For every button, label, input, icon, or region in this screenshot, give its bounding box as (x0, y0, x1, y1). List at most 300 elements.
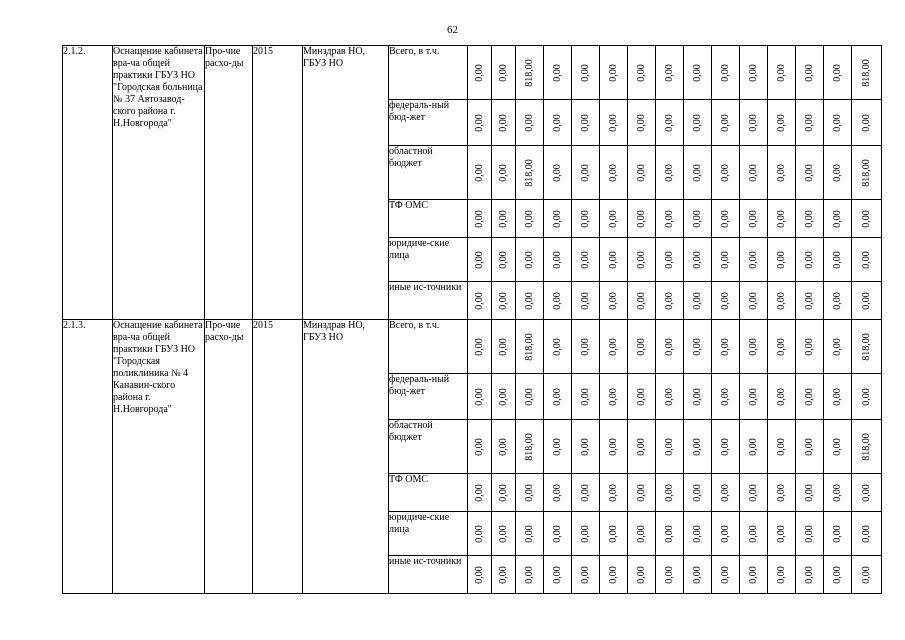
amount-value: 0,00 (803, 63, 815, 82)
amount-cell (824, 146, 852, 200)
funding-source-label: иные ис-точники (389, 282, 468, 320)
amount-value: 0,00 (523, 209, 535, 228)
amount-value: 0,00 (691, 483, 703, 502)
amount-cell (492, 238, 516, 282)
amount-value: 0,00 (635, 524, 647, 543)
amount-cell (544, 556, 572, 594)
amount-cell (572, 238, 600, 282)
amount-cell (656, 512, 684, 556)
amount-value: 0,00 (719, 483, 731, 502)
amount-cell (656, 420, 684, 474)
funding-source-label: федераль-ный бюд-жет (389, 100, 468, 146)
amount-value: 0,00 (607, 63, 619, 82)
amount-value: 0,00 (831, 113, 843, 132)
amount-value: 0,00 (551, 113, 563, 132)
amount-cell (656, 282, 684, 320)
amount-cell (740, 46, 768, 100)
amount-value: 0,00 (579, 565, 591, 584)
amount-cell (600, 474, 628, 512)
amount-cell (628, 474, 656, 512)
amount-cell (768, 474, 796, 512)
amount-cell (516, 200, 544, 238)
amount-value: 0,00 (579, 483, 591, 502)
amount-cell (468, 474, 492, 512)
amount-cell (492, 46, 516, 100)
amount-cell (852, 512, 882, 556)
amount-value: 0,00 (473, 250, 485, 269)
amount-value: 0,00 (831, 483, 843, 502)
amount-cell (656, 200, 684, 238)
amount-cell (544, 474, 572, 512)
amount-value: 0,00 (551, 209, 563, 228)
amount-value: 0,00 (551, 63, 563, 82)
amount-value: 0,00 (775, 113, 787, 132)
amount-cell (492, 374, 516, 420)
amount-cell (516, 146, 544, 200)
amount-cell (544, 238, 572, 282)
amount-cell (600, 100, 628, 146)
amount-cell (796, 420, 824, 474)
amount-cell (740, 320, 768, 374)
amount-cell (768, 100, 796, 146)
amount-cell (852, 374, 882, 420)
amount-value: 0,00 (719, 63, 731, 82)
funding-source-label: юридиче-ские лица (389, 512, 468, 556)
amount-value: 0,00 (497, 209, 509, 228)
amount-cell (768, 512, 796, 556)
item-name: Оснащение кабинета вра-ча общей практики ГБУЗ НО "Городская больница № 37 Автозавод-ского района г. Н.Новгорода" (113, 46, 205, 320)
amount-value: 0,00 (551, 337, 563, 356)
amount-cell (824, 46, 852, 100)
item-code: 2.1.2. (63, 46, 113, 320)
amount-cell (740, 238, 768, 282)
amount-cell (628, 100, 656, 146)
amount-value: 0,00 (635, 387, 647, 406)
amount-cell (656, 320, 684, 374)
amount-value: 818,00 (860, 58, 872, 87)
amount-cell (768, 238, 796, 282)
amount-cell (740, 200, 768, 238)
amount-cell (468, 100, 492, 146)
amount-value: 0,00 (579, 387, 591, 406)
amount-value: 0,00 (607, 209, 619, 228)
amount-cell (628, 282, 656, 320)
amount-value: 0,00 (775, 337, 787, 356)
amount-cell (796, 282, 824, 320)
amount-value: 0,00 (579, 113, 591, 132)
amount-value: 0,00 (803, 337, 815, 356)
amount-cell (544, 420, 572, 474)
amount-cell (684, 420, 712, 474)
amount-cell (684, 374, 712, 420)
amount-cell (544, 46, 572, 100)
amount-cell (684, 512, 712, 556)
amount-cell (600, 46, 628, 100)
amount-value: 0,00 (635, 483, 647, 502)
amount-cell (740, 100, 768, 146)
amount-value: 0,00 (803, 291, 815, 310)
amount-cell (544, 100, 572, 146)
amount-cell (544, 374, 572, 420)
amount-cell (740, 556, 768, 594)
amount-value: 0,00 (719, 209, 731, 228)
amount-value: 0,00 (473, 483, 485, 502)
amount-cell (852, 556, 882, 594)
amount-value: 0,00 (803, 250, 815, 269)
amount-cell (628, 146, 656, 200)
amount-value: 0,00 (831, 291, 843, 310)
amount-value: 0,00 (860, 387, 872, 406)
amount-value: 0,00 (497, 565, 509, 584)
item-code: 2.1.3. (63, 320, 113, 594)
amount-value: 0,00 (719, 250, 731, 269)
amount-value: 0,00 (719, 524, 731, 543)
amount-cell (740, 512, 768, 556)
amount-value: 0,00 (523, 113, 535, 132)
amount-value: 0,00 (663, 113, 675, 132)
amount-value: 0,00 (775, 250, 787, 269)
amount-cell (468, 46, 492, 100)
amount-cell (572, 374, 600, 420)
amount-cell (796, 200, 824, 238)
amount-value: 0,00 (860, 250, 872, 269)
amount-value: 0,00 (497, 337, 509, 356)
amount-value: 0,00 (523, 565, 535, 584)
amount-cell (492, 282, 516, 320)
amount-value: 0,00 (635, 437, 647, 456)
amount-value: 0,00 (775, 524, 787, 543)
amount-cell (852, 420, 882, 474)
amount-value: 0,00 (607, 483, 619, 502)
amount-value: 0,00 (473, 291, 485, 310)
amount-cell (824, 238, 852, 282)
amount-value: 0,00 (691, 565, 703, 584)
amount-value: 0,00 (803, 387, 815, 406)
amount-cell (628, 200, 656, 238)
amount-cell (492, 474, 516, 512)
amount-value: 0,00 (497, 437, 509, 456)
amount-cell (796, 374, 824, 420)
amount-value: 818,00 (523, 432, 535, 461)
amount-value: 0,00 (635, 565, 647, 584)
amount-cell (852, 282, 882, 320)
amount-value: 0,00 (607, 524, 619, 543)
amount-value: 0,00 (473, 337, 485, 356)
amount-value: 0,00 (831, 387, 843, 406)
amount-value: 0,00 (607, 437, 619, 456)
budget-table (62, 45, 882, 594)
amount-value: 0,00 (775, 387, 787, 406)
amount-cell (628, 420, 656, 474)
amount-value: 0,00 (663, 524, 675, 543)
amount-cell (468, 320, 492, 374)
amount-cell (628, 512, 656, 556)
amount-value: 0,00 (635, 250, 647, 269)
amount-cell (740, 474, 768, 512)
amount-cell (740, 420, 768, 474)
amount-value: 0,00 (497, 483, 509, 502)
amount-value: 0,00 (719, 163, 731, 182)
amount-value: 0,00 (747, 437, 759, 456)
amount-cell (600, 420, 628, 474)
amount-value: 0,00 (663, 437, 675, 456)
amount-cell (768, 320, 796, 374)
amount-cell (852, 238, 882, 282)
amount-cell (516, 282, 544, 320)
executor: Минздрав НО, ГБУЗ НО (303, 320, 389, 594)
amount-cell (656, 46, 684, 100)
table-row (63, 320, 882, 374)
funding-source-label: областной бюджет (389, 146, 468, 200)
amount-value: 0,00 (551, 437, 563, 456)
amount-value: 0,00 (663, 483, 675, 502)
amount-value: 0,00 (607, 565, 619, 584)
amount-cell (796, 512, 824, 556)
amount-cell (852, 320, 882, 374)
amount-cell (516, 238, 544, 282)
amount-value: 0,00 (747, 337, 759, 356)
amount-value: 0,00 (607, 163, 619, 182)
amount-cell (712, 200, 740, 238)
amount-cell (768, 146, 796, 200)
amount-cell (492, 320, 516, 374)
amount-cell (468, 512, 492, 556)
amount-cell (572, 100, 600, 146)
amount-cell (656, 374, 684, 420)
amount-cell (824, 374, 852, 420)
amount-cell (628, 374, 656, 420)
amount-value: 0,00 (523, 291, 535, 310)
amount-value: 0,00 (803, 113, 815, 132)
amount-value: 0,00 (551, 524, 563, 543)
amount-cell (492, 146, 516, 200)
amount-cell (516, 320, 544, 374)
amount-cell (572, 200, 600, 238)
amount-value: 0,00 (747, 524, 759, 543)
amount-cell (684, 46, 712, 100)
amount-value: 0,00 (747, 483, 759, 502)
table-row (63, 46, 882, 100)
amount-value: 0,00 (831, 209, 843, 228)
amount-value: 0,00 (831, 524, 843, 543)
amount-cell (712, 146, 740, 200)
amount-cell (572, 46, 600, 100)
amount-cell (516, 374, 544, 420)
amount-value: 0,00 (691, 163, 703, 182)
amount-value: 0,00 (719, 291, 731, 310)
amount-cell (684, 556, 712, 594)
amount-cell (516, 420, 544, 474)
funding-source-label: юридиче-ские лица (389, 238, 468, 282)
amount-cell (492, 420, 516, 474)
amount-cell (628, 320, 656, 374)
amount-value: 0,00 (860, 524, 872, 543)
amount-value: 0,00 (719, 337, 731, 356)
amount-cell (852, 100, 882, 146)
amount-value: 0,00 (803, 437, 815, 456)
amount-cell (516, 46, 544, 100)
amount-value: 0,00 (747, 387, 759, 406)
amount-cell (684, 200, 712, 238)
amount-value: 0,00 (747, 209, 759, 228)
amount-cell (740, 282, 768, 320)
amount-value: 0,00 (860, 209, 872, 228)
amount-value: 0,00 (831, 337, 843, 356)
amount-value: 0,00 (747, 565, 759, 584)
amount-value: 0,00 (691, 63, 703, 82)
amount-value: 0,00 (663, 387, 675, 406)
amount-cell (824, 200, 852, 238)
amount-cell (796, 320, 824, 374)
amount-cell (768, 200, 796, 238)
amount-value: 0,00 (775, 565, 787, 584)
amount-cell (656, 556, 684, 594)
amount-cell (852, 46, 882, 100)
amount-value: 0,00 (691, 524, 703, 543)
amount-cell (796, 146, 824, 200)
amount-value: 0,00 (579, 524, 591, 543)
amount-value: 0,00 (579, 63, 591, 82)
amount-cell (656, 238, 684, 282)
amount-cell (468, 374, 492, 420)
amount-cell (684, 320, 712, 374)
amount-cell (824, 512, 852, 556)
amount-value: 0,00 (579, 437, 591, 456)
amount-cell (712, 100, 740, 146)
amount-cell (572, 146, 600, 200)
amount-value: 0,00 (473, 437, 485, 456)
amount-value: 0,00 (831, 437, 843, 456)
amount-cell (768, 374, 796, 420)
amount-value: 0,00 (635, 337, 647, 356)
amount-value: 0,00 (579, 163, 591, 182)
amount-value: 0,00 (663, 209, 675, 228)
amount-cell (796, 46, 824, 100)
amount-cell (544, 282, 572, 320)
amount-value: 0,00 (473, 565, 485, 584)
funding-source-label: иные ис-точники (389, 556, 468, 594)
amount-value: 818,00 (523, 332, 535, 361)
amount-value: 0,00 (607, 387, 619, 406)
amount-value: 0,00 (663, 337, 675, 356)
amount-value: 0,00 (579, 209, 591, 228)
amount-value: 0,00 (607, 337, 619, 356)
amount-value: 0,00 (860, 565, 872, 584)
amount-value: 0,00 (497, 387, 509, 406)
amount-cell (544, 512, 572, 556)
amount-cell (768, 282, 796, 320)
amount-cell (600, 320, 628, 374)
amount-value: 0,00 (747, 250, 759, 269)
amount-value: 0,00 (497, 63, 509, 82)
amount-cell (684, 146, 712, 200)
amount-value: 818,00 (860, 432, 872, 461)
amount-cell (492, 100, 516, 146)
amount-cell (600, 146, 628, 200)
amount-cell (656, 474, 684, 512)
amount-value: 0,00 (860, 483, 872, 502)
amount-value: 0,00 (691, 387, 703, 406)
amount-cell (516, 100, 544, 146)
amount-cell (824, 320, 852, 374)
amount-value: 0,00 (719, 387, 731, 406)
amount-cell (768, 420, 796, 474)
funding-source-label: областной бюджет (389, 420, 468, 474)
amount-value: 0,00 (860, 291, 872, 310)
amount-value: 0,00 (497, 524, 509, 543)
amount-cell (768, 556, 796, 594)
amount-cell (824, 420, 852, 474)
amount-cell (600, 374, 628, 420)
amount-value: 0,00 (579, 291, 591, 310)
amount-cell (600, 512, 628, 556)
amount-value: 0,00 (663, 291, 675, 310)
amount-value: 0,00 (747, 291, 759, 310)
amount-cell (712, 374, 740, 420)
executor: Минздрав НО, ГБУЗ НО (303, 46, 389, 320)
page-number: 62 (447, 24, 458, 36)
amount-cell (516, 474, 544, 512)
amount-cell (572, 320, 600, 374)
amount-value: 0,00 (473, 209, 485, 228)
amount-value: 0,00 (635, 291, 647, 310)
amount-value: 0,00 (473, 113, 485, 132)
amount-cell (600, 238, 628, 282)
amount-cell (656, 146, 684, 200)
amount-value: 0,00 (607, 113, 619, 132)
amount-value: 0,00 (803, 163, 815, 182)
amount-value: 0,00 (473, 524, 485, 543)
expense-type: Про-чие расхо-ды (205, 46, 253, 320)
amount-cell (572, 474, 600, 512)
item-year: 2015 (253, 46, 303, 320)
amount-value: 0,00 (635, 209, 647, 228)
amount-value: 0,00 (523, 387, 535, 406)
amount-value: 0,00 (719, 437, 731, 456)
amount-value: 0,00 (497, 113, 509, 132)
amount-cell (740, 146, 768, 200)
amount-cell (468, 238, 492, 282)
amount-cell (740, 374, 768, 420)
amount-value: 0,00 (747, 113, 759, 132)
budget-table-body (63, 46, 882, 594)
amount-cell (712, 512, 740, 556)
amount-value: 0,00 (551, 387, 563, 406)
item-year: 2015 (253, 320, 303, 594)
amount-value: 0,00 (747, 63, 759, 82)
amount-value: 0,00 (663, 163, 675, 182)
amount-value: 0,00 (497, 250, 509, 269)
amount-cell (684, 474, 712, 512)
amount-cell (468, 146, 492, 200)
amount-cell (492, 200, 516, 238)
amount-value: 0,00 (551, 483, 563, 502)
amount-value: 0,00 (803, 565, 815, 584)
amount-cell (656, 100, 684, 146)
amount-cell (712, 556, 740, 594)
amount-value: 0,00 (775, 291, 787, 310)
amount-cell (712, 320, 740, 374)
amount-value: 0,00 (831, 163, 843, 182)
amount-value: 0,00 (719, 565, 731, 584)
amount-cell (796, 100, 824, 146)
amount-value: 0,00 (635, 163, 647, 182)
amount-value: 0,00 (607, 291, 619, 310)
amount-cell (516, 512, 544, 556)
amount-value: 0,00 (803, 483, 815, 502)
amount-cell (824, 282, 852, 320)
amount-value: 0,00 (803, 524, 815, 543)
